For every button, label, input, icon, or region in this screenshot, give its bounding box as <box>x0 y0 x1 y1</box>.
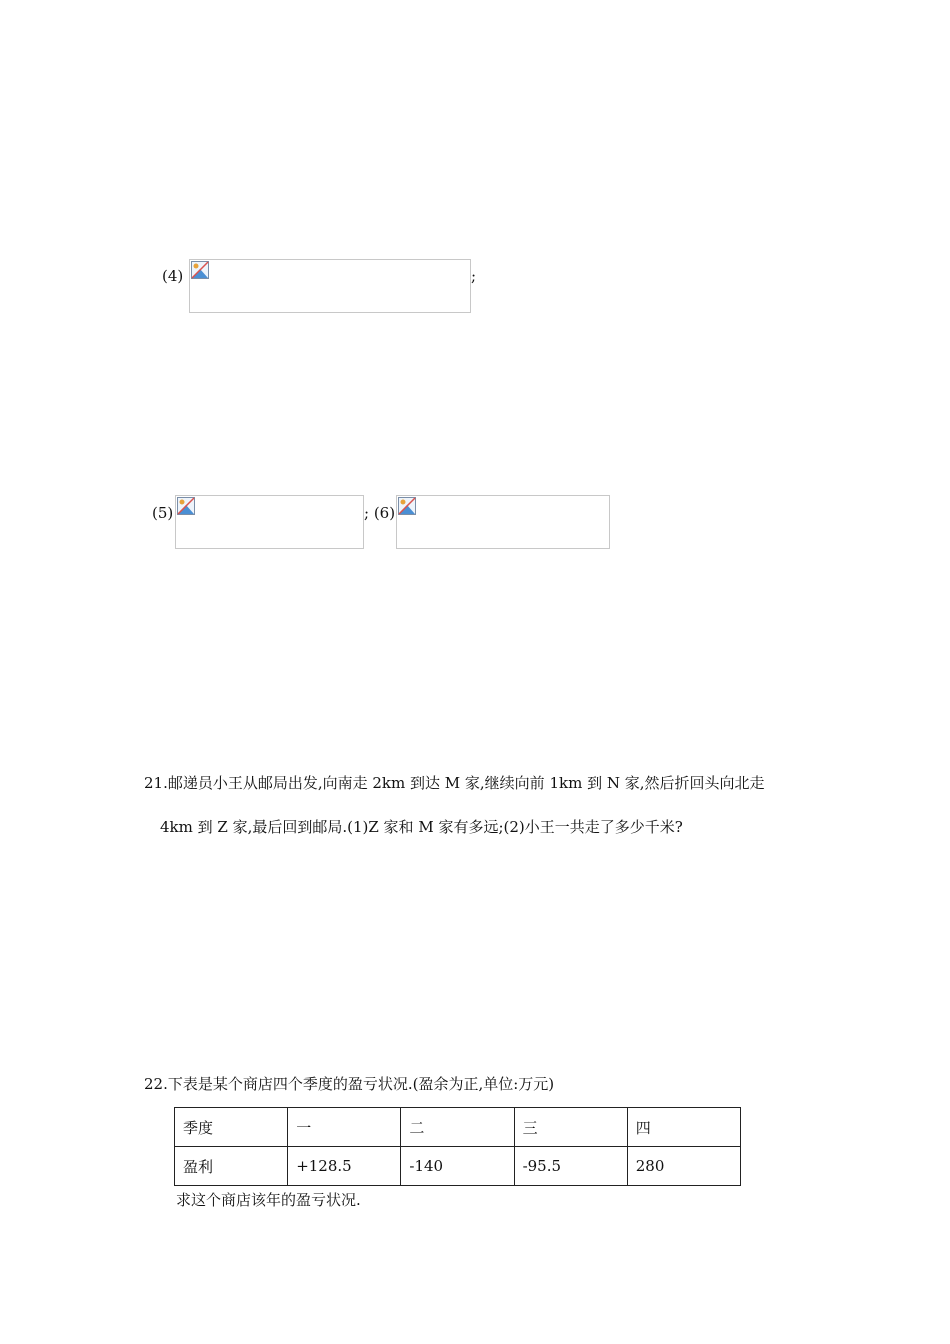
broken-image-icon <box>177 497 195 515</box>
question-21-line-2: 4km 到 Z 家,最后回到邮局.(1)Z 家和 M 家有多远;(2)小王一共走了多少千米? <box>160 818 683 836</box>
item-6-label: ; (6) <box>364 504 396 522</box>
table-cell: -95.5 <box>514 1147 627 1186</box>
table-row <box>175 1108 741 1147</box>
table-header-cell: 一 <box>288 1108 401 1147</box>
item-5-formula-image <box>175 495 364 549</box>
item-4-label: (4) <box>162 267 184 285</box>
broken-image-icon <box>191 261 209 279</box>
table-header-cell: 四 <box>627 1108 740 1147</box>
question-22-prompt: 求这个商店该年的盈亏状况. <box>176 1191 361 1209</box>
item-4-formula-image <box>189 259 471 313</box>
item-4-semicolon: ; <box>471 267 477 285</box>
quarterly-profit-table <box>174 1107 741 1186</box>
question-22-title: 22.下表是某个商店四个季度的盈亏状况.(盈余为正,单位:万元) <box>144 1075 555 1093</box>
table-cell: +128.5 <box>288 1147 401 1186</box>
table-cell: 280 <box>627 1147 740 1186</box>
item-5-label: (5) <box>152 504 174 522</box>
item-6-formula-image <box>396 495 610 549</box>
table-header-cell: 三 <box>514 1108 627 1147</box>
table-row <box>175 1147 741 1186</box>
table-cell: 盈利 <box>175 1147 288 1186</box>
table-cell: -140 <box>401 1147 514 1186</box>
table-header-cell: 二 <box>401 1108 514 1147</box>
broken-image-icon <box>398 497 416 515</box>
question-21-line-1: 21.邮递员小王从邮局出发,向南走 2km 到达 M 家,继续向前 1km 到 N 家,然后折回头向北走 <box>144 774 765 792</box>
table-header-cell: 季度 <box>175 1108 288 1147</box>
